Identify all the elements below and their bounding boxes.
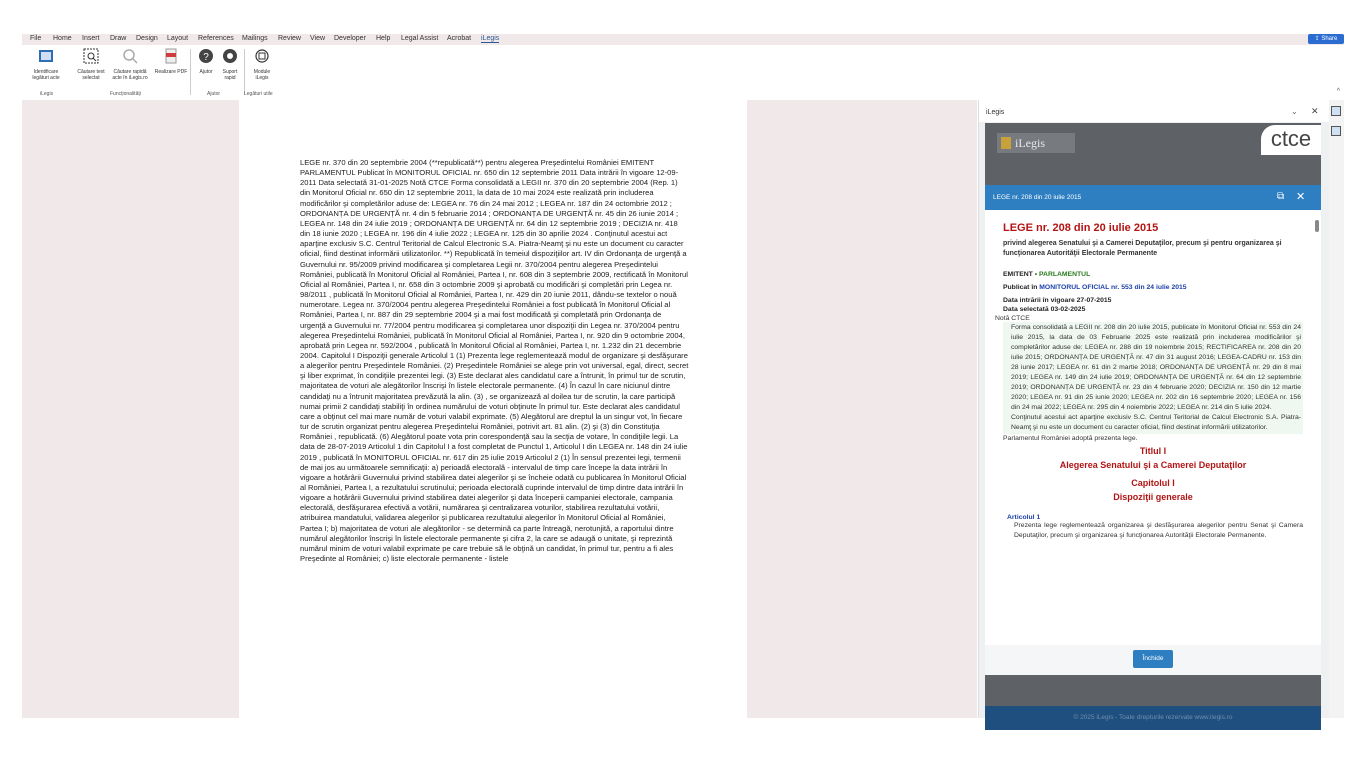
articol-text: Prezenta lege reglementează organizarea şi desfăşurarea alegerilor pentru Senat şi Camera Deputaţilor, precum şi organizarea şi funcţionarea Autorităţii Electorale Permanente. [1014, 522, 1303, 539]
workspace-left [22, 100, 239, 718]
modal-scrollbar[interactable] [1315, 212, 1319, 642]
addon-content [985, 123, 1321, 721]
modal-header [985, 185, 1321, 210]
open-external-icon[interactable]: ⧉ [1277, 191, 1285, 202]
menu-review[interactable]: Review [278, 35, 301, 42]
close-icon[interactable]: ✕ [1311, 106, 1319, 116]
ribbon [22, 45, 1344, 99]
chevron-down-icon[interactable]: ⌄ [1291, 107, 1298, 116]
search-selected-button[interactable]: Căutare text selectat [74, 48, 108, 81]
continut-text: Conţinutul acestui act aparţine exclusiv S.C. Centrul Teritorial de Calcul Electronic S.A. Piatra-Neamţ şi nu este un document cu caracter oficial, fiind destinat informării utilizatorilor. [1011, 414, 1301, 431]
modules-icon [254, 48, 270, 64]
copyright-footer: © 2025 iLegis - Toate drepturile rezervate www.ilegis.ro [985, 706, 1321, 730]
emitent-row: EMITENT • PARLAMENTUL [1003, 271, 1091, 278]
monitor-link[interactable]: MONITORUL OFICIAL nr. 553 din 24 iulie 2015 [1039, 284, 1187, 291]
select-search-icon [83, 48, 99, 64]
ilegis-secondary-icon[interactable] [1331, 126, 1341, 136]
nota-label: Notă CTCE [995, 315, 1030, 322]
modal-footer [985, 645, 1321, 675]
identify-links-button[interactable]: Identificare legături acte [28, 48, 64, 81]
publicat-row: Publicat în MONITORUL OFICIAL nr. 553 din 24 iulie 2015 [1003, 284, 1187, 291]
menu-ilegis[interactable]: iLegis [481, 35, 500, 42]
titlul-heading: Titlul I [1139, 446, 1167, 456]
group-separator [244, 49, 245, 95]
capitolul-heading: Capitolul I [1131, 478, 1175, 488]
share-button[interactable]: ⇪ Share [1308, 34, 1344, 44]
modules-button[interactable]: Module iLegis [248, 48, 276, 81]
menu-design[interactable]: Design [136, 35, 158, 42]
titlul-subheading: Alegerea Senatului şi a Camerei Deputaţilor [1059, 460, 1247, 470]
emitent-bullet: • [1034, 271, 1040, 278]
brand-bar [985, 123, 1321, 163]
collapse-ribbon-icon[interactable]: ^ [1336, 88, 1340, 95]
make-pdf-button[interactable]: Realizare PDF [154, 48, 188, 75]
nota-text: Forma consolidată a LEGII nr. 208 din 20 iulie 2015, publicate în Monitorul Oficial nr. 553 din 24 iulie 2015, la data de 03 Februarie 2025 este realizată prin includerea modificărilor şi completărilor aduse de: LEGEA nr. 288 din 19 noiembrie 2015; RECTIFICAREA nr. 208 din 20 iulie 2015; ORDONANȚA DE URGENȚĂ nr. 47 din 31 august 2016; LEGEA-CADRU nr. 153 din 28 iunie 2017; LEGEA nr. 61 din 2 martie 2018; ORDONANȚA DE URGENȚĂ nr. 29 din 8 mai 2019; LEGEA nr. 149 din 24 iulie 2019; ORDONANȚA DE URGENȚĂ nr. 64 din 12 septembrie 2019; ORDONANȚA DE URGENȚĂ nr. 23 din 4 februarie 2020; DECIZIA nr. 150 din 12 martie 2020; LEGEA nr. 91 din 25 iunie 2020; LEGEA nr. 202 din 16 septembrie 2020; LEGEA nr. 156 din 24 mai 2022; LEGEA nr. 295 din 4 noiembrie 2022; LEGEA nr. 214 din 5 iulie 2024. [1011, 324, 1301, 411]
modal-title: LEGE nr. 208 din 20 iulie 2015 [993, 194, 1082, 201]
close-button[interactable]: Închide [1133, 650, 1173, 668]
ctce-logo: ctce [1261, 125, 1321, 155]
share-icon: ⇪ [1314, 36, 1322, 42]
help-icon [198, 48, 214, 64]
ilegis-task-pane [978, 100, 1329, 721]
group-label-functionalitati: Funcționalități [110, 91, 141, 97]
group-separator [190, 49, 191, 95]
document-page[interactable] [239, 100, 747, 718]
menu-insert[interactable]: Insert [82, 35, 100, 42]
scrollbar-thumb[interactable] [1315, 220, 1319, 232]
search-icon [122, 48, 138, 64]
menu-acrobat[interactable]: Acrobat [447, 35, 472, 42]
pane-header [979, 100, 1330, 122]
pane-title: iLegis [986, 109, 1005, 116]
quick-search-button[interactable]: Căutare rapidă acte în iLegis.ro [110, 48, 150, 81]
capitolul-subheading: Dispoziţii generale [1113, 492, 1193, 502]
menu-mailings[interactable]: Mailings [242, 35, 268, 42]
menu-bar [22, 34, 1344, 45]
close-icon[interactable]: ✕ [1296, 191, 1306, 203]
identify-icon [38, 48, 54, 64]
pdf-icon [163, 48, 179, 64]
document-body-text[interactable]: LEGE nr. 370 din 20 septembrie 2004 (**republicată**) pentru alegerea Preşedintelui României EMITENT PARLAMENTUL Publicat în MONITORUL OFICIAL nr. 650 din 12 septembrie 2011 Data intrării în vigoare 12-09-2011 Data selectată 31-01-2025 Notă CTCE Forma consolidată a LEGII nr. 370 din 20 septembrie 2004 (Rep. 1) din Monitorul Oficial nr. 650 din 12 septembrie 2011, la data de 10 mai 2024 este realizată prin includerea modificărilor şi completărilor aduse de: LEGEA nr. 76 din 24 mai 2012 ; LEGEA nr. 187 din 24 octombrie 2012 ; ORDONANȚA DE URGENȚĂ nr. 4 din 5 februarie 2014 ; ORDONANȚA DE URGENȚĂ nr. 45 din 26 iunie 2014 ; LEGEA nr. 148 din 24 iulie 2019 ; ORDONANȚA DE URGENȚĂ nr. 64 din 12 septembrie 2019 ; DECIZIA nr. 418 din 18 iunie 2020 ; LEGEA nr. 196 din 4 iulie 2022 ; LEGEA nr. 125 din 30 aprilie 2024 . Conţinutul acestui act aparţine exclusiv S.C. Centrul Teritorial de Calcul Electronic S.A. Piatra-Neamţ şi nu este un document cu caracter oficial, fiind destinat informării utilizatorilor. **) Republicată în temeiul dispoziţiilor art. IV din Ordonanţa de urgenţă a Guvernului nr. 95/2009 privind modificarea şi completarea Legii nr. 370/2004 pentru alegerea Preşedintelui României, publicată în Monitorul Oficial al României, Partea I, nr. 608 din 3 septembrie 2009, rectificată în Monitorul Oficial al României, Partea I, nr. 658 din 3 octombrie 2009 şi aprobată cu modificări şi completări prin Legea nr. 98/2011 , publicată în Monitorul Oficial al României, Partea I, nr. 429 din 20 iunie 2011, dându-se textelor o nouă numerotare. Legea nr. 370/2004 pentru alegerea Preşedintelui României a fost publicată în Monitorul Oficial al României, Partea I, nr. 887 din 29 septembrie 2004 şi a mai fost modificată şi completată prin Ordonanţa de urgenţă a Guvernului nr. 77/2004 pentru modificarea şi completarea unor dispoziţii din Legea nr. 370/2004 pentru alegerea Preşedintelui României, publicată în Monitorul Oficial al României, Partea I, nr. 920 din 9 octombrie 2004, aprobată prin Legea nr. 592/2004 , publicată în Monitorul Oficial al României, Partea I, nr. 1.232 din 21 decembrie 2004. Capitolul I Dispoziţii generale Articolul 1 (1) Prezenta lege reglementează modul de organizare şi desfăşurare a alegerilor pentru Preşedintele României. (2) Preşedintele României se alege prin vot universal, egal, direct, secret şi liber exprimat, în condiţiile prezentei legi. (3) Este declarat ales candidatul care a întrunit, în primul tur de scrutin, majoritatea de voturi ale alegătorilor înscrişi în listele electorale permanente. (4) În cazul în care niciunul dintre candidaţi nu a întrunit majoritatea prevăzută la alin. (3) , se organizează al doilea tur de scrutin, la care participă numai primii 2 candidaţi stabiliţi în ordinea numărului de voturi obţinute în primul tur. Este declarat ales candidatul care a obţinut cel mai mare număr de voturi valabil exprimate. (5) Alegătorul are dreptul la un singur vot, în fiecare tur de scrutin organizat pentru alegerea Preşedintelui României, potrivit art. 81 alin. (2) şi (3) din Constituţia României , republicată. (6) Alegătorul poate vota prin corespondenţă sau la secţia de votare, în condiţiile legii. La data de 28-07-2019 Articolul 1 din Capitolul I a fost completat de Punctul 1, Articolul I din LEGEA nr. 148 din 24 iulie 2019 , publicată în MONITORUL OFICIAL nr. 617 din 25 iulie 2019 Articolul 2 (1) În sensul prezentei legi, termenii de mai jos au următoarele semnificaţii: a) perioadă electorală - intervalul de timp care începe la data intrării în vigoare a hotărârii Guvernului privind stabilirea datei alegerilor şi se încheie odată cu publicarea în Monitorul Oficial al României, Partea I, a rezultatului scrutinului; perioada electorală cuprinde intervalul de timp dintre data intrării în vigoare a hotărârii Guvernului privind stabilirea datei alegerilor şi data începerii campaniei electorale, campania electorală, desfăşurarea efectivă a votării, numărarea şi centralizarea voturilor, stabilirea rezultatului votării, atribuirea mandatului, validarea alegerilor şi publicarea rezultatului alegerilor în Monitorul Oficial al României, Partea I; b) majoritatea de voturi ale alegătorilor - se determină ca parte întreagă, nerotunjită, a raportului dintre numărul alegătorilor înscrişi în listele electorale permanente şi cifra 2, la care se adaugă o unitate, şi reprezintă numărul minim de voturi valabil exprimate pe care trebuie să le obţină un candidat, în primul tur, pentru a fi ales Preşedinte al României; c) liste electorale permanente - listele [300, 158, 689, 564]
law-content [995, 222, 1303, 541]
quick-support-button[interactable]: Suport rapid [218, 48, 242, 81]
group-label-ajutor: Ajutor [207, 91, 221, 97]
ilegis-logo: iLegis [997, 133, 1075, 153]
modal-body[interactable] [985, 210, 1321, 645]
articol-label: Articolul 1 [1007, 514, 1041, 521]
menu-references[interactable]: References [198, 35, 234, 42]
data-intrarii: Data intrării în vigoare 27-07-2015 [1003, 297, 1112, 304]
menu-view[interactable]: View [310, 35, 326, 42]
data-selectata: Data selectată 03-02-2025 [1003, 306, 1086, 313]
menu-layout[interactable]: Layout [167, 35, 189, 42]
emitent-value: PARLAMENTUL [1039, 271, 1091, 278]
help-button[interactable]: ? Ajutor [194, 48, 218, 75]
group-label-legaturi: Legături utile [244, 91, 273, 97]
menu-developer[interactable]: Developer [334, 35, 366, 42]
parlament-text: Parlamentul României adoptă prezenta lege. [1003, 435, 1138, 442]
workspace-right [747, 100, 977, 718]
menu-file[interactable]: File [30, 35, 42, 42]
group-label-ilegis: iLegis [40, 91, 54, 97]
support-icon [222, 48, 238, 64]
menu-draw[interactable]: Draw [110, 35, 127, 42]
law-subtitle: privind alegerea Senatului şi a Camerei Deputaţilor, precum şi pentru organizarea şi funcţionarea Autorităţii Electorale Permanente [1003, 240, 1282, 257]
side-strip [1329, 100, 1344, 718]
menu-help[interactable]: Help [376, 35, 391, 42]
ilegis-pane-icon[interactable] [1331, 106, 1341, 116]
menu-home[interactable]: Home [53, 35, 72, 42]
nota-box [1003, 322, 1303, 434]
law-title: LEGE nr. 208 din 20 iulie 2015 [1003, 222, 1159, 234]
menu-legal-assist[interactable]: Legal Assist [401, 35, 439, 42]
svg-text:?: ? [203, 52, 209, 63]
